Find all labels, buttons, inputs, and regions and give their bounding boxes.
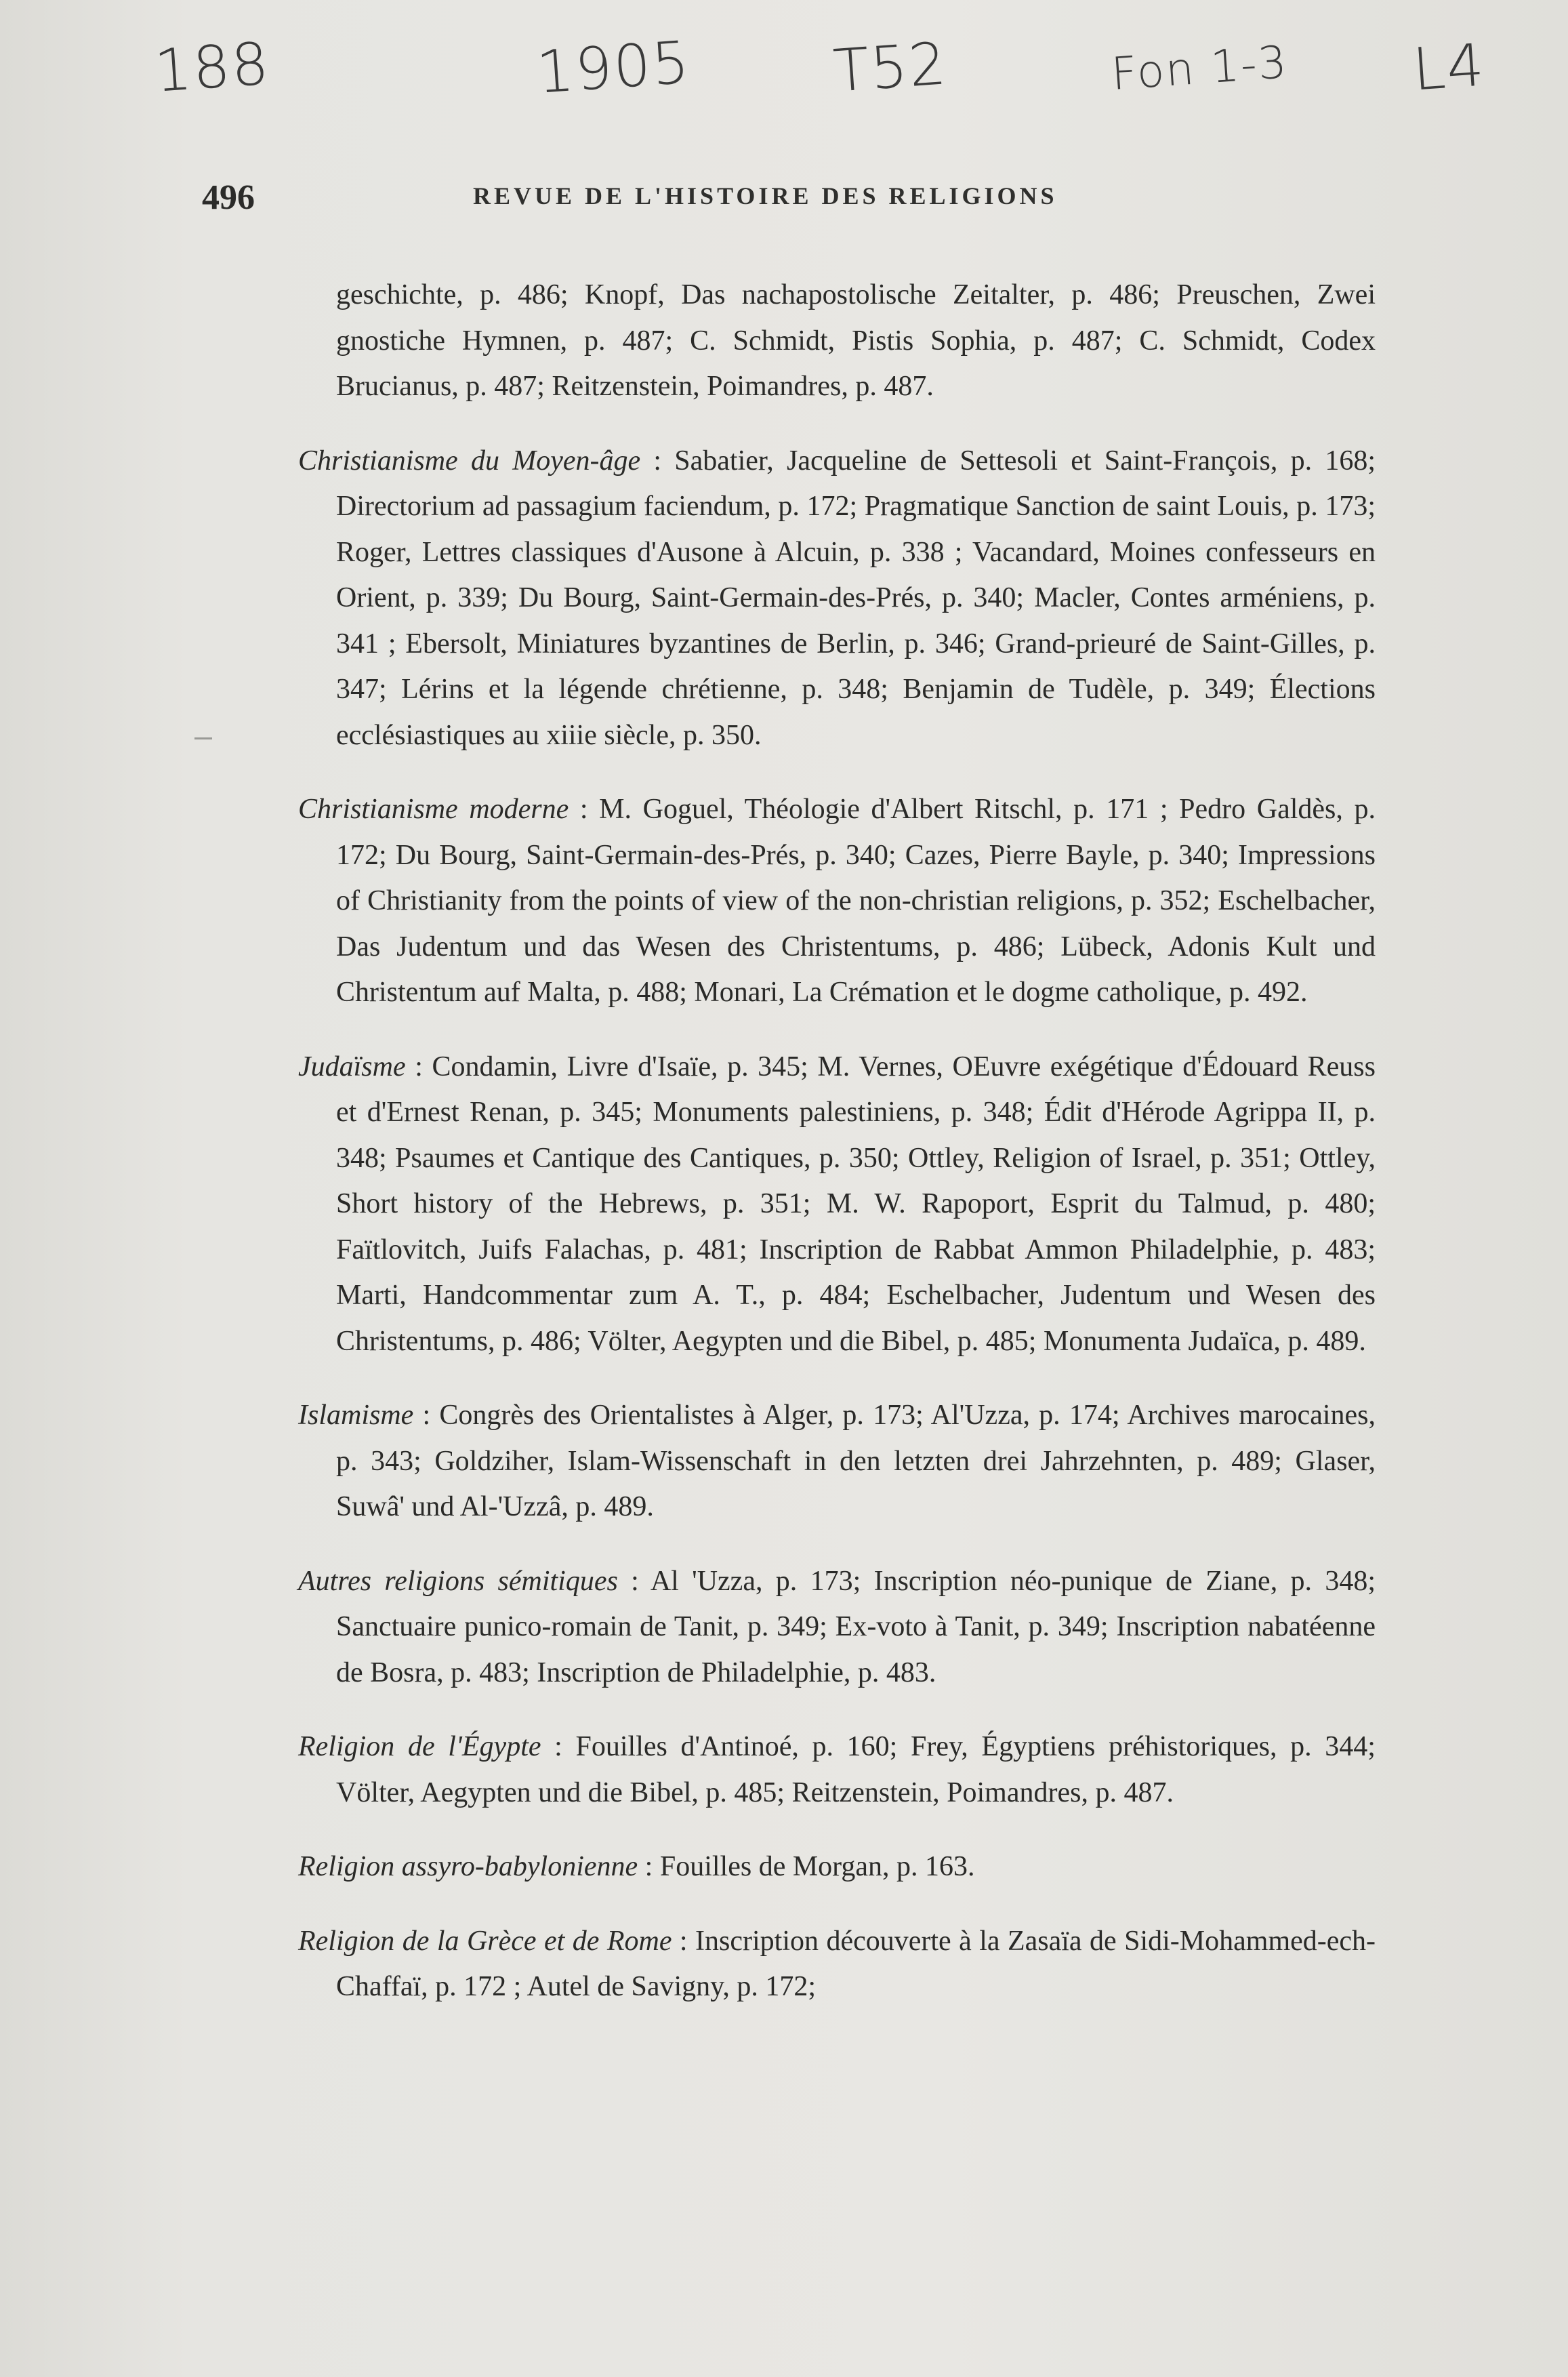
handwritten-note-5: L4 xyxy=(1410,31,1487,104)
entry-rubric: Autres religions sémitiques xyxy=(298,1565,618,1597)
page-number: 496 xyxy=(202,178,255,217)
entry-text: : Condamin, Livre d'Isaïe, p. 345; M. Vernes, OEuvre exégétique d'Édouard Reuss et d'Ernest Renan, p. 345; Monuments palestiniens, p. 348; Édit d'Hérode Agrippa II, p. 348; Psaumes et Cantique des Cantiques, p. 350; Ottley, Religion of Israel, p. 351; Ottley, Short history of the Hebrews, p. 351; M. W. Rapoport, Esprit du Talmud, p. 480; Faïtlovitch, Juifs Falachas, p. 481; Inscription de Rabbat Ammon Philadelphie, p. 483; Marti, Handcommentar zum A. T., p. 484; Eschelbacher, Judentum und Wesen des Christentums, p. 486; Völter, Aegypten und die Bibel, p. 485; Monumenta Judaïca, p. 489. xyxy=(336,1051,1376,1357)
index-entry xyxy=(298,1044,1376,1365)
entry-rubric: Religion de l'Égypte xyxy=(298,1731,541,1762)
entry-rubric: Christianisme moderne xyxy=(298,794,569,825)
index-entry xyxy=(298,1393,1376,1530)
handwritten-note-4: Fon 1-3 xyxy=(1109,36,1290,100)
index-entry xyxy=(298,1559,1376,1697)
index-entry-continuation xyxy=(336,272,1376,410)
entry-rubric: Islamisme xyxy=(298,1400,414,1431)
entry-text: : Congrès des Orientalistes à Alger, p. 173; Al'Uzza, p. 174; Archives marocaines, p. 343; Goldziher, Islam-Wissenschaft in den letzten drei Jahrzehnten, p. 489; Glaser, Suwâ' und Al-'Uzzâ, p. 489. xyxy=(336,1400,1376,1522)
page-header xyxy=(202,178,1367,218)
entry-text: : Fouilles d'Antinoé, p. 160; Frey, Égyptiens préhistoriques, p. 344; Völter, Aegypten und die Bibel, p. 485; Reitzenstein, Poimandres, p. 487. xyxy=(336,1731,1376,1808)
index-body xyxy=(298,244,1376,2010)
index-entry xyxy=(298,439,1376,759)
entry-text: : M. Goguel, Théologie d'Albert Ritschl, p. 171 ; Pedro Galdès, p. 172; Du Bourg, Saint-Germain-des-Prés, p. 340; Cazes, Pierre Bayle, p. 340; Impressions of Christianity from the points of view of the non-christian religions, p. 352; Eschelbacher, Das Judentum und das Wesen des Christentums, p. 486; Lübeck, Adonis Kult und Christentum auf Malta, p. 488; Monari, La Crémation et le dogme catholique, p. 492. xyxy=(336,794,1376,1008)
entry-rubric: Religion assyro-babylonienne xyxy=(298,1851,638,1882)
entry-text: geschichte, p. 486; Knopf, Das nachapostolische Zeitalter, p. 486; Preuschen, Zwei gnostiche Hymnen, p. 487; C. Schmidt, Pistis Sophia, p. 487; C. Schmidt, Codex Brucianus, p. 487; Reitzenstein, Poimandres, p. 487. xyxy=(336,279,1376,402)
index-entry xyxy=(298,1844,1376,1890)
entry-rubric: Judaïsme xyxy=(298,1051,406,1082)
entry-text: : Inscription découverte à la Zasaïa de Sidi-Mohammed-ech-Chaffaï, p. 172 ; Autel de Savigny, p. 172; xyxy=(336,1925,1376,2002)
index-entry xyxy=(298,1724,1376,1816)
index-entry xyxy=(298,1919,1376,2010)
handwritten-note-2: 1905 xyxy=(534,28,693,107)
running-head: REVUE DE L'HISTOIRE DES RELIGIONS xyxy=(473,182,1058,209)
handwritten-note-3: T52 xyxy=(831,30,950,106)
entry-rubric: Religion de la Grèce et de Rome xyxy=(298,1925,672,1957)
entry-text: : Fouilles de Morgan, p. 163. xyxy=(638,1851,975,1882)
stray-mark xyxy=(194,737,212,739)
handwritten-note-1: 188 xyxy=(152,30,272,106)
entry-text: : Sabatier, Jacqueline de Settesoli et Saint-François, p. 168; Directorium ad passagium faciendum, p. 172; Pragmatique Sanction de saint Louis, p. 173; Roger, Lettres classiques d'Ausone à Alcuin, p. 338 ; Vacandard, Moines confesseurs en Orient, p. 339; Du Bourg, Saint-Germain-des-Prés, p. 340; Macler, Contes arméniens, p. 341 ; Ebersolt, Miniatures byzantines de Berlin, p. 346; Grand-prieuré de Saint-Gilles, p. 347; Lérins et la légende chrétienne, p. 348; Benjamin de Tudèle, p. 349; Élections ecclésiastiques au xiiie siècle, p. 350. xyxy=(336,445,1376,751)
entry-text: : Al 'Uzza, p. 173; Inscription néo-punique de Ziane, p. 348; Sanctuaire punico-romain de Tanit, p. 349; Ex-voto à Tanit, p. 349; Inscription nabatéenne de Bosra, p. 483; Inscription de Philadelphie, p. 483. xyxy=(336,1565,1376,1688)
entry-rubric: Christianisme du Moyen-âge xyxy=(298,445,641,476)
index-entry xyxy=(298,787,1376,1016)
